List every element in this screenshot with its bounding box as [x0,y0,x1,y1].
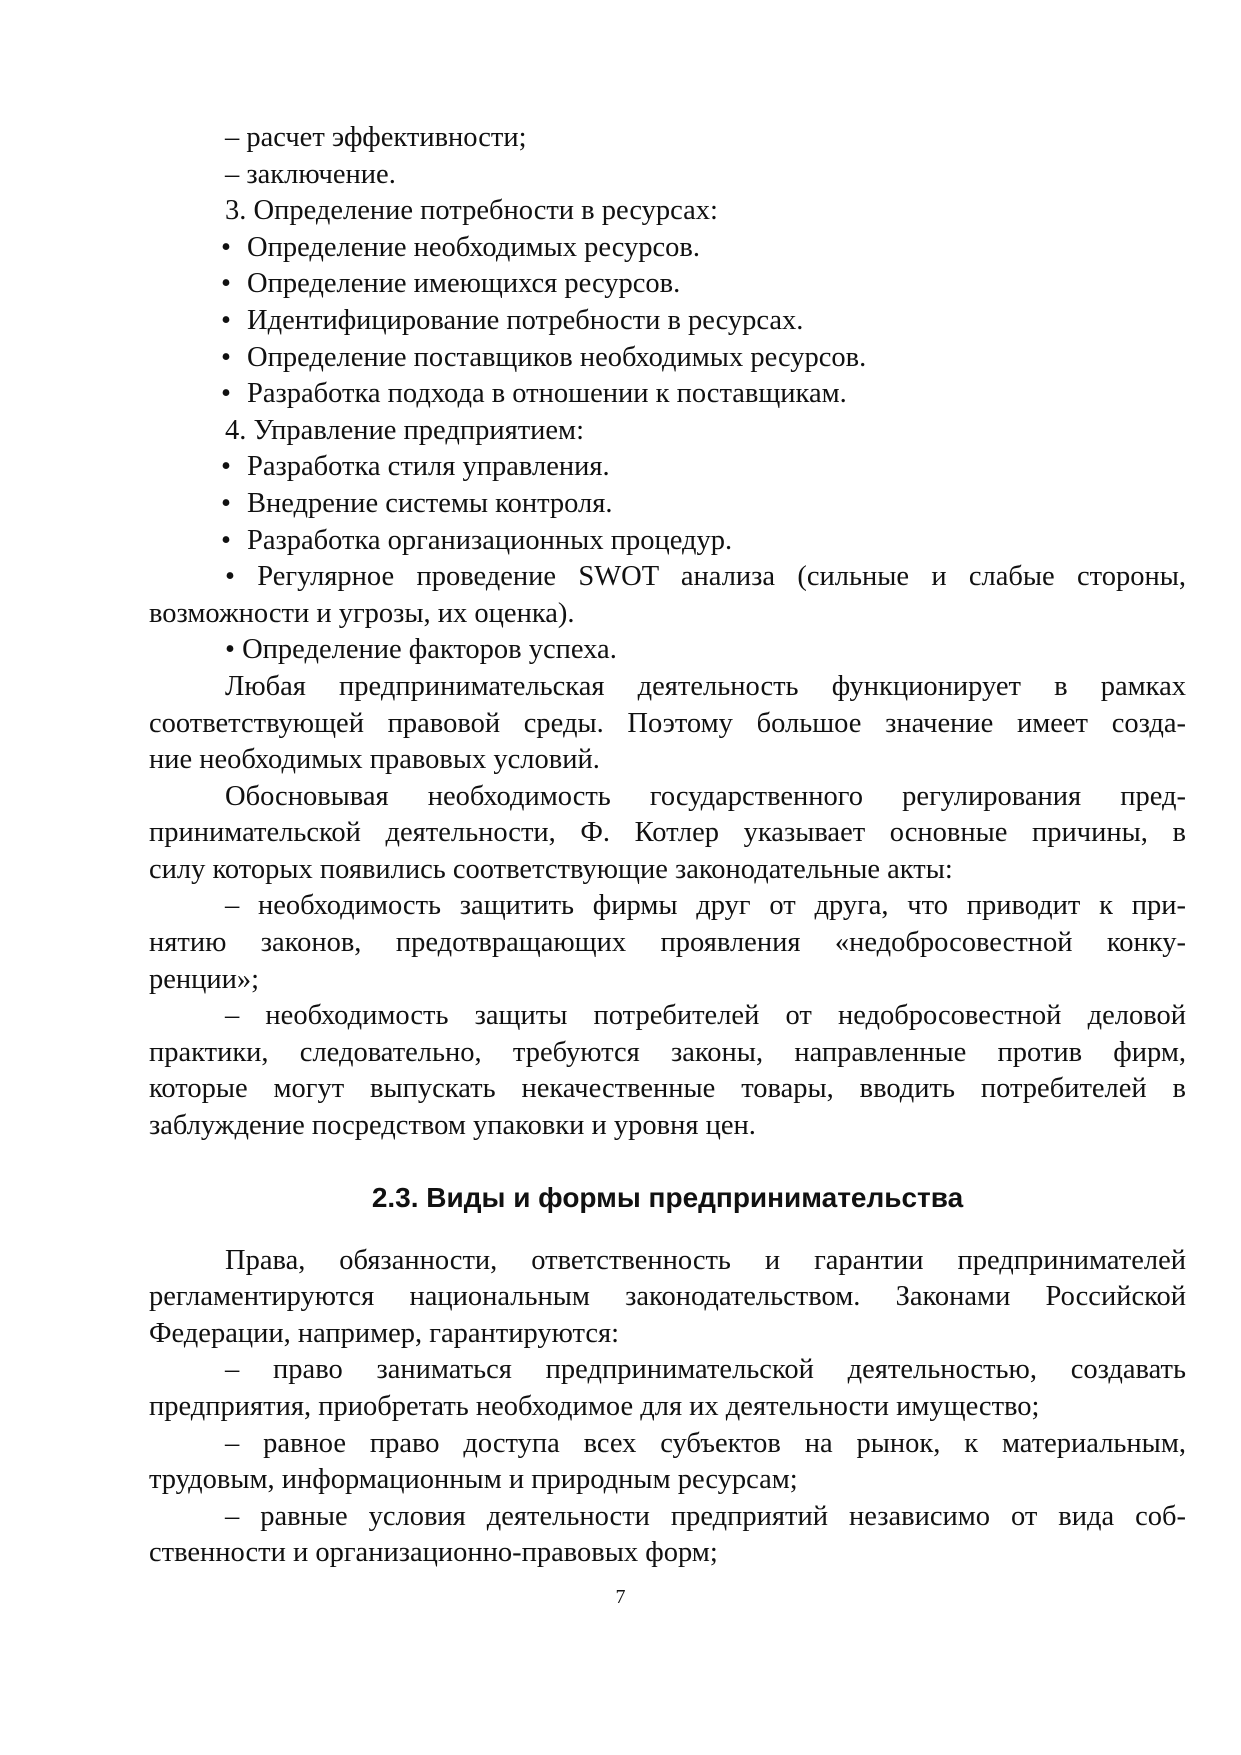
paragraph-line: нятию законов, предотвращающих проявления «недобросовестной конку- [149,927,1186,959]
section-heading: 2.3. Виды и формы предпринимательства [371,1181,964,1213]
paragraph-line: регламентируются национальным законодательством. Законами Российской [149,1281,1186,1313]
paragraph-line: принимательской деятельности, Ф. Котлер указывает основные причины, в [149,817,1186,849]
bullet-icon: • [221,231,231,263]
paragraph-line: ственности и организационно-правовых форм; [149,1537,718,1569]
bullet-item: • Разработка стиля управления. [149,449,1186,486]
swot-line-2: возможности и угрозы, их оценка). [149,597,575,629]
bullet-icon: • [221,341,231,373]
bullet-item: • Определение имеющихся ресурсов. [149,266,1186,303]
bullet-icon: • [221,451,231,483]
list-item-efficiency: – расчет эффективности; [225,122,527,153]
bullet-icon: • [221,524,231,556]
paragraph-line: Права, обязанности, ответственность и гарантии предпринимателей [225,1244,1186,1276]
bullet-item: • Разработка организационных процедур. [149,523,1186,560]
bullet-item: • Определение поставщиков необходимых ресурсов. [149,340,1186,377]
success-factors-item: • Определение факторов успеха. [225,634,617,666]
paragraph-line: практики, следовательно, требуются законы, направленные против фирм, [149,1036,1186,1068]
document-page [149,120,1186,1572]
paragraph-line: – равное право доступа всех субъектов на рынок, к материальным, [225,1427,1186,1459]
paragraph-line: – право заниматься предпринимательской деятельностью, создавать [225,1354,1186,1386]
bullet-icon: • [221,487,231,519]
paragraph-line: – равные условия деятельности предприятий независимо от вида соб- [225,1500,1186,1532]
paragraph-line: заблуждение посредством упаковки и уровня цен. [149,1110,756,1142]
section-4-title: 4. Управление предприятием: [225,414,585,446]
paragraph-line: трудовым, информационным и природным ресурсам; [149,1464,798,1496]
bullet-item: • Разработка подхода в отношении к поставщикам. [149,376,1186,413]
page-number: 7 [615,1586,626,1608]
swot-line-1: • Регулярное проведение SWOT анализа (сильные и слабые стороны, [225,561,1186,593]
paragraph-line: Обосновывая необходимость государственного регулирования пред- [225,780,1186,812]
paragraph-line: которые могут выпускать некачественные товары, вводить потребителей в [149,1073,1186,1105]
bullet-item: • Идентифицирование потребности в ресурсах. [149,303,1186,340]
section-3-title: 3. Определение потребности в ресурсах: [225,195,718,227]
paragraph-line: ние необходимых правовых условий. [149,744,600,776]
paragraph-line: Любая предпринимательская деятельность функционирует в рамках [225,670,1186,702]
paragraph-line: предприятия, приобретать необходимое для их деятельности имущество; [149,1391,1040,1422]
bullet-item: • Внедрение системы контроля. [149,486,1186,523]
bullet-icon: • [221,304,231,336]
paragraph-line: – необходимость защиты потребителей от недобросовестной деловой [225,1000,1186,1032]
paragraph-line: Федерации, например, гарантируются: [149,1317,620,1349]
bullet-icon: • [221,378,231,410]
paragraph-line: – необходимость защитить фирмы друг от друга, что приводит к при- [225,890,1186,922]
bullet-item: • Определение необходимых ресурсов. [149,230,1186,267]
paragraph-line: соответствующей правовой среды. Поэтому большое значение имеет созда- [149,707,1186,739]
list-item-conclusion: – заключение. [225,158,396,190]
paragraph-line: силу которых появились соответствующие законодательные акты: [149,853,953,885]
paragraph-line: ренции»; [149,963,260,995]
bullet-icon: • [221,268,231,300]
